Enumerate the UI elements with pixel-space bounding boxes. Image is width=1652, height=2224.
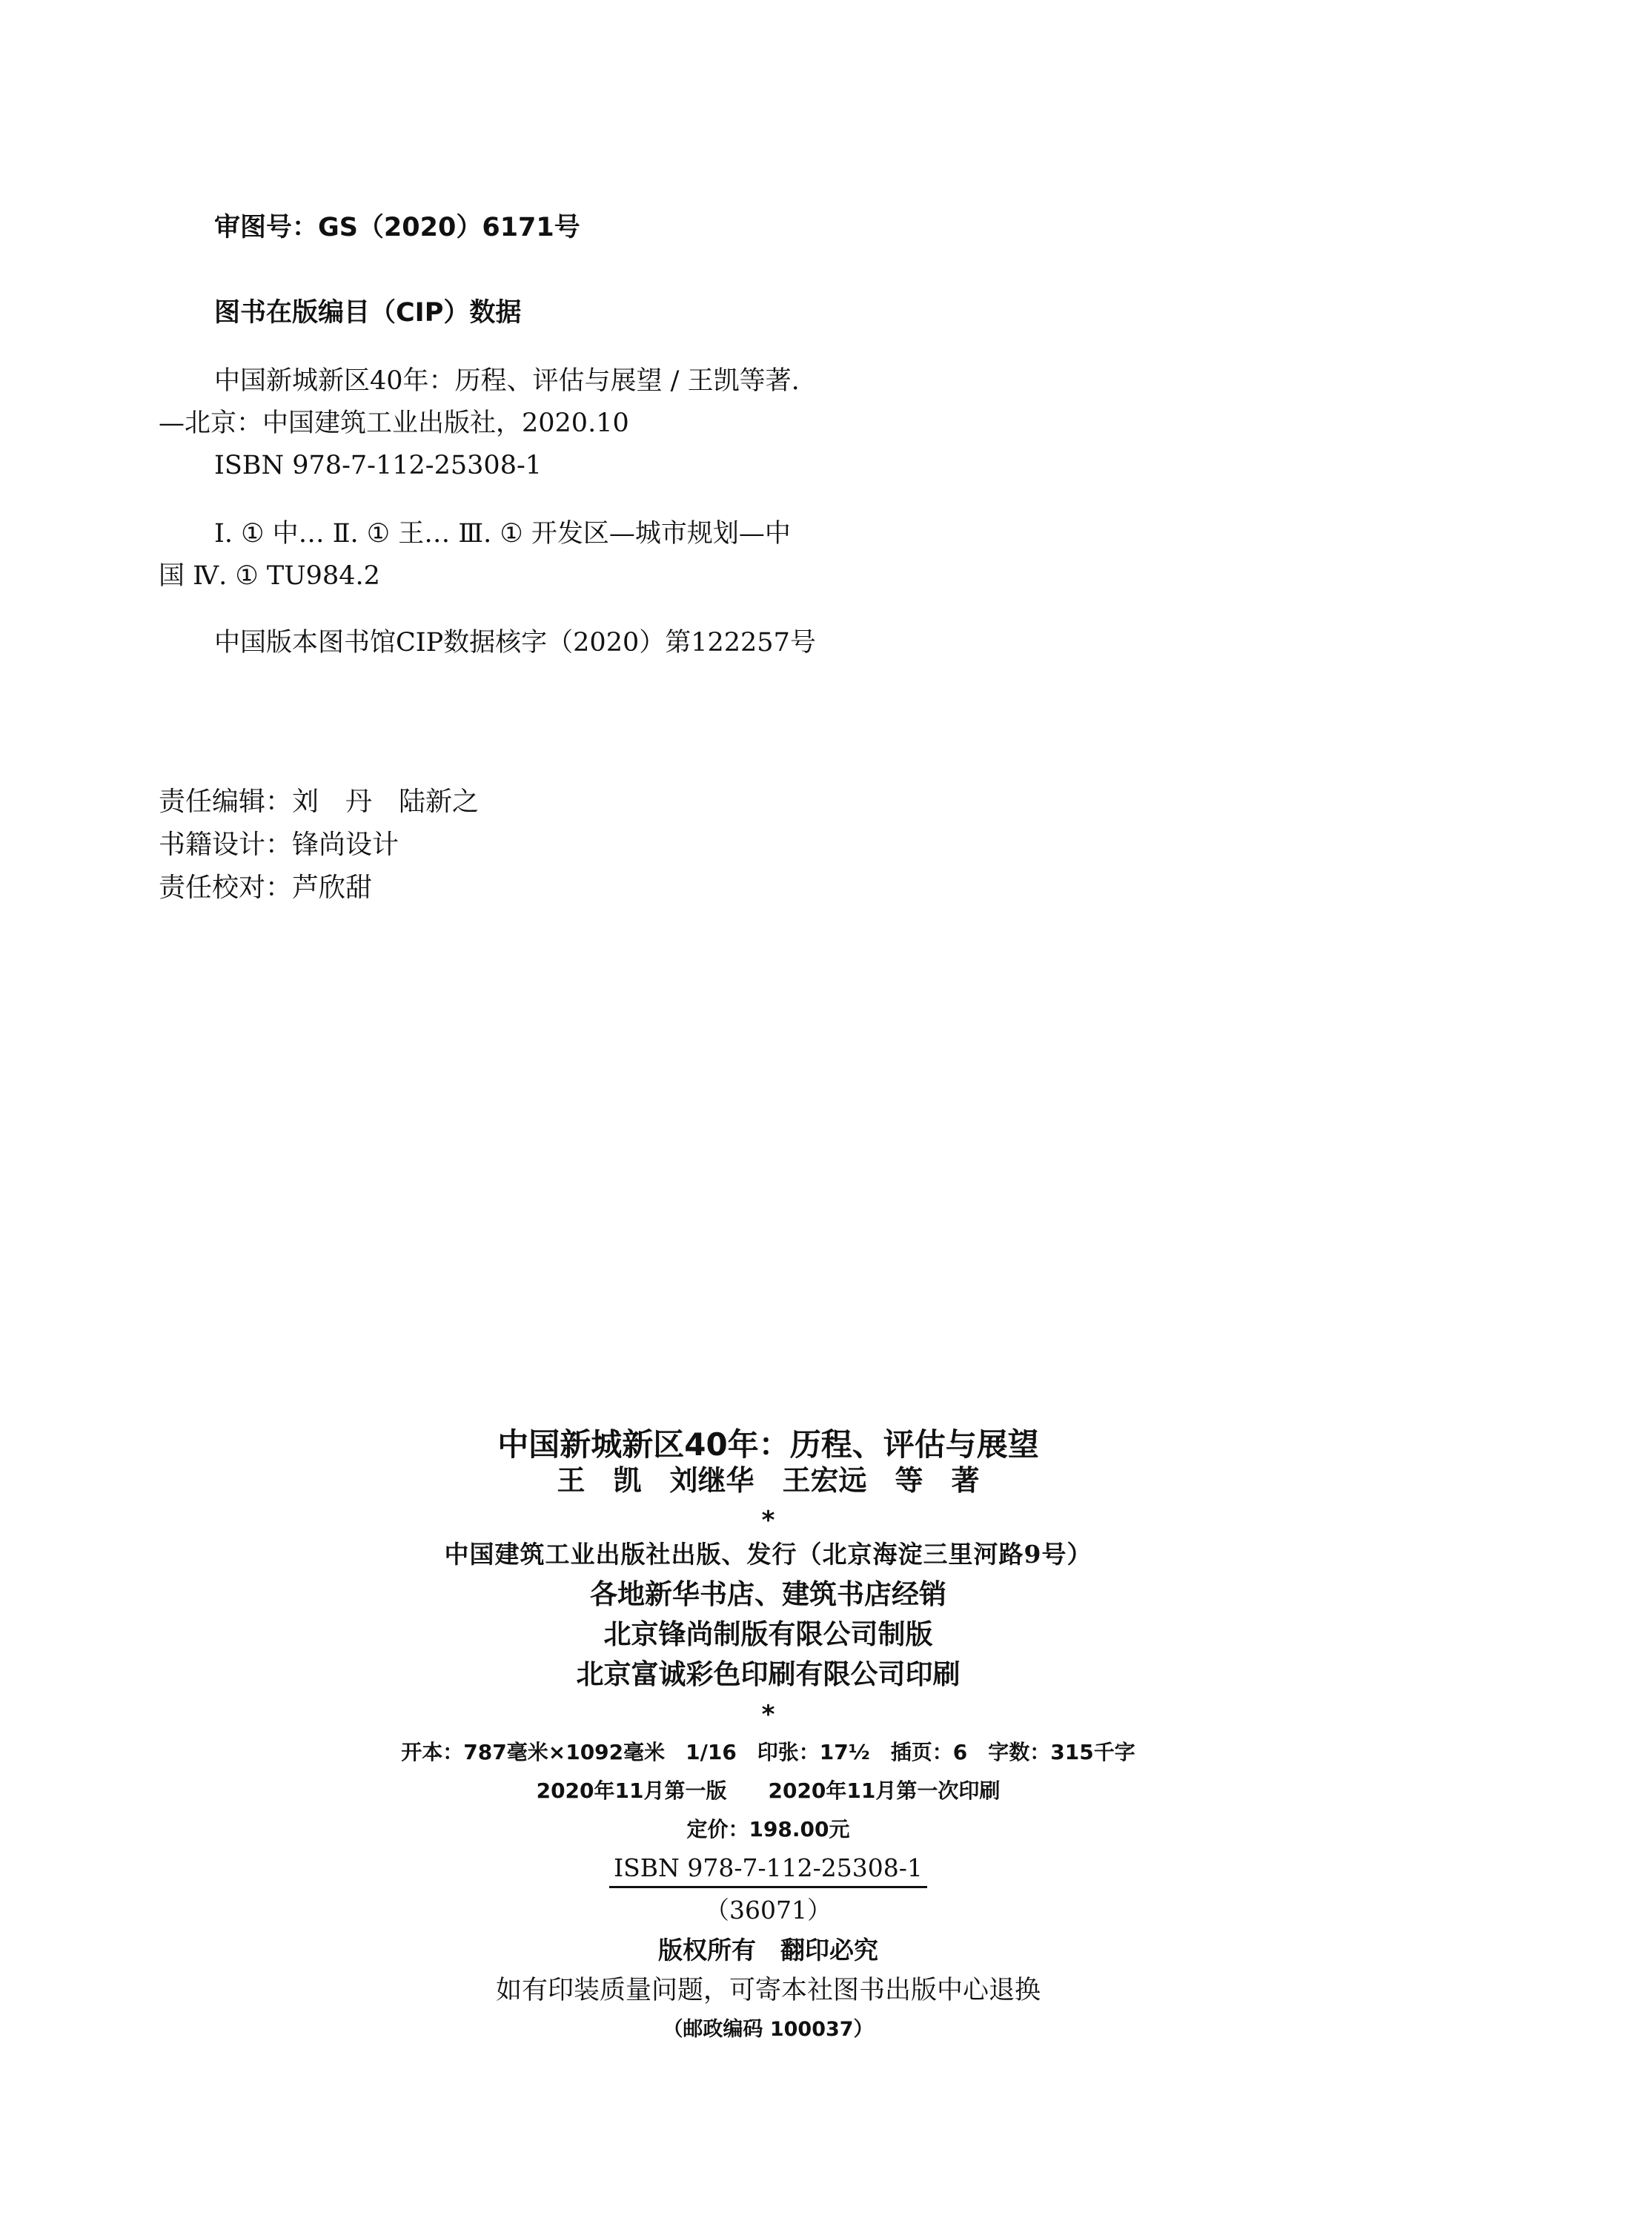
colophon-authors: 王 凯 刘继华 王宏远 等 著	[557, 1464, 980, 1497]
cip-classification-line2: 国 Ⅳ. ① TU984.2	[159, 561, 380, 591]
colophon-isbn: ISBN 978-7-112-25308-1	[609, 1856, 927, 1888]
credit-editor: 责任编辑：刘 丹 陆新之	[159, 787, 480, 817]
colophon-rights: 版权所有 翻印必究	[658, 1936, 878, 1965]
cip-isbn: ISBN 978-7-112-25308-1	[214, 451, 543, 480]
review-number: 审图号：GS（2020）6171号	[214, 213, 580, 242]
cip-classification-line1: Ⅰ. ① 中… Ⅱ. ① 王… Ⅲ. ① 开发区—城市规划—中	[214, 519, 791, 549]
colophon-return-notice: 如有印装质量问题，可寄本社图书出版中心退换	[495, 1976, 1041, 2005]
credit-designer: 书籍设计：锋尚设计	[159, 830, 399, 860]
colophon-plate-maker: 北京锋尚制版有限公司制版	[603, 1618, 933, 1650]
credit-proofreader: 责任校对：芦欣甜	[159, 873, 373, 903]
cip-verification-number: 中国版本图书馆CIP数据核字（2020）第122257号	[214, 628, 816, 658]
cip-heading: 图书在版编目（CIP）数据	[214, 298, 522, 328]
colophon-distributor: 各地新华书店、建筑书店经销	[590, 1578, 946, 1610]
colophon-edition: 2020年11月第一版 2020年11月第一次印刷	[536, 1778, 1001, 1803]
colophon-title: 中国新城新区40年：历程、评估与展望	[497, 1426, 1039, 1463]
colophon-price: 定价：198.00元	[686, 1817, 850, 1841]
colophon-code: （36071）	[705, 1896, 832, 1925]
cip-entry-line2: —北京：中国建筑工业出版社，2020.10	[159, 408, 629, 438]
colophon-separator-1: *	[761, 1506, 775, 1535]
colophon-postcode: （邮政编码 100037）	[663, 2018, 874, 2041]
colophon-separator-2: *	[761, 1700, 775, 1730]
colophon-specifications: 开本：787毫米×1092毫米 1/16 印张：17½ 插页：6 字数：315千字	[401, 1740, 1135, 1764]
colophon-publisher: 中国建筑工业出版社出版、发行（北京海淀三里河路9号）	[444, 1540, 1092, 1569]
cip-entry-line1: 中国新城新区40年：历程、评估与展望 / 王凯等著.	[214, 366, 800, 396]
colophon-printer: 北京富诚彩色印刷有限公司印刷	[576, 1658, 961, 1690]
